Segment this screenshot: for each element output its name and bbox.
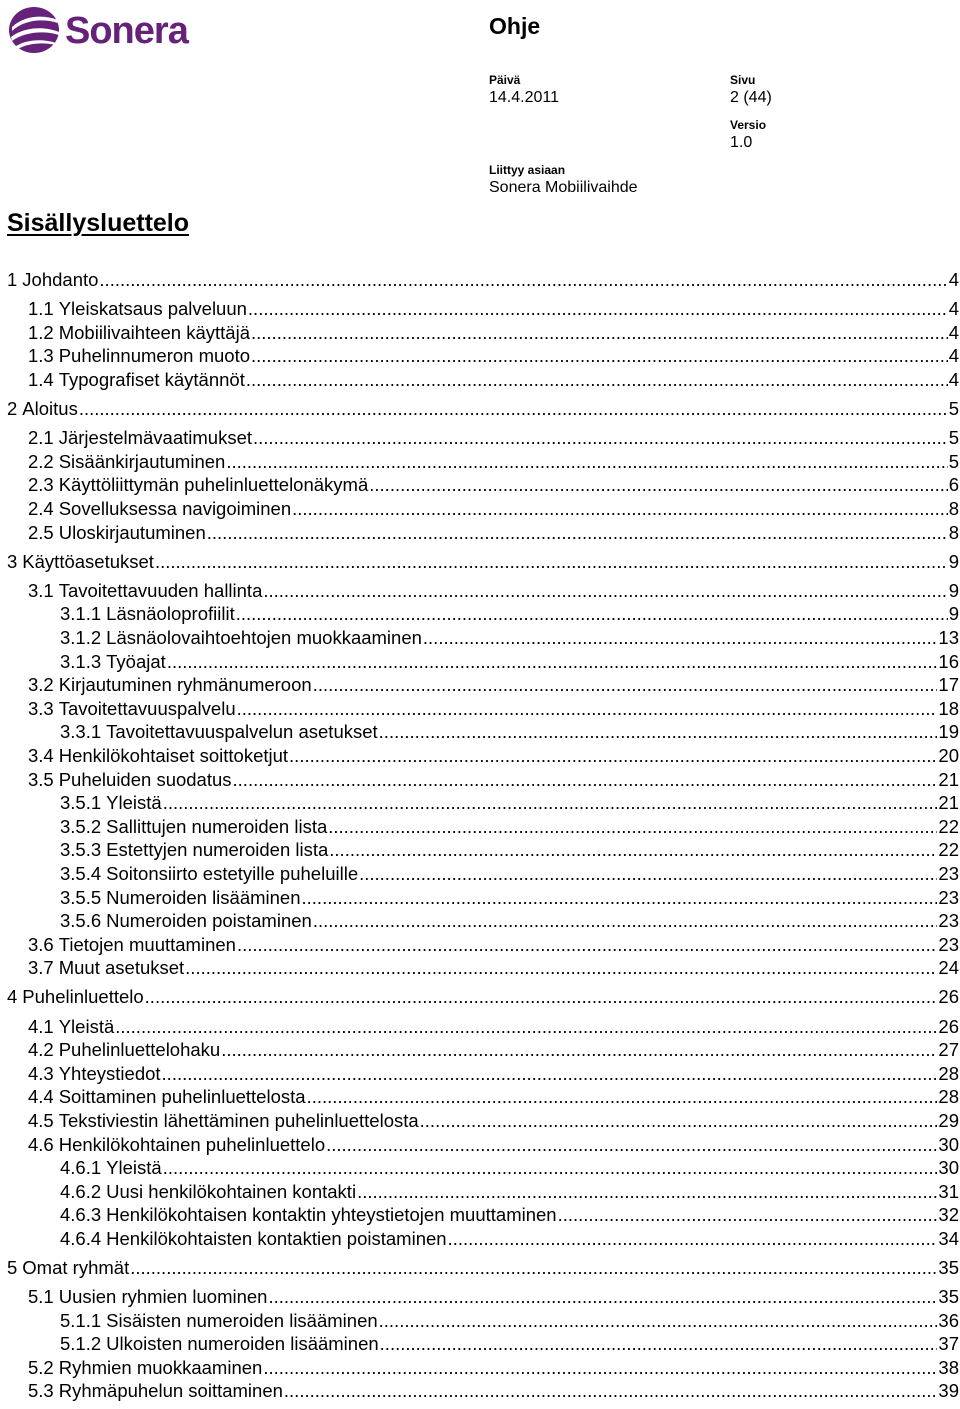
- toc-entry-title: Sallittujen numeroiden lista: [106, 816, 328, 837]
- toc-entry[interactable]: [60, 1181, 959, 1203]
- toc-entry-page: 23: [938, 934, 959, 955]
- toc-leader-dots: [263, 1357, 937, 1379]
- toc-entry-number: 5.1.1: [60, 1310, 102, 1331]
- toc-leader-dots: [329, 839, 937, 861]
- subject-value: Sonera Mobiilivaihde: [489, 179, 638, 196]
- toc-entry[interactable]: [7, 269, 959, 291]
- toc-entry-page: 9: [948, 580, 959, 601]
- toc-entry[interactable]: [60, 887, 959, 909]
- toc-entry-number: 1.1: [28, 298, 54, 319]
- toc-entry-number: 3.1.2: [60, 627, 102, 648]
- toc-entry[interactable]: [28, 298, 959, 320]
- toc-leader-dots: [268, 1286, 937, 1308]
- toc-entry-title: Typografiset käytännöt: [58, 369, 245, 390]
- toc-entry-title: Yleiskatsaus palveluun: [58, 298, 247, 319]
- toc-entry-title: Yhteystiedot: [58, 1063, 161, 1084]
- toc-entry-page: 36: [938, 1310, 959, 1331]
- brand-wordmark: Sonera: [65, 10, 188, 52]
- toc-leader-dots: [115, 1016, 937, 1038]
- toc-leader-dots: [226, 451, 947, 473]
- toc-entry-title: Soitonsiirto estetyille puheluille: [106, 863, 359, 884]
- toc-entry-number: 3.1.1: [60, 603, 102, 624]
- page-label: Sivu: [730, 73, 756, 87]
- toc-entry-title: Työajat: [106, 651, 166, 672]
- toc-entry-title: Puhelinluettelohaku: [58, 1039, 221, 1060]
- toc-entry-number: 3.5.3: [60, 839, 102, 860]
- toc-entry-number: 3.7: [28, 957, 54, 978]
- toc-entry[interactable]: [28, 1357, 959, 1379]
- toc-leader-dots: [233, 769, 938, 791]
- toc-entry-title: Sisäänkirjautuminen: [58, 451, 226, 472]
- toc-entry-number: 2.2: [28, 451, 54, 472]
- toc-entry[interactable]: [28, 345, 959, 367]
- toc-entry-page: 26: [938, 1016, 959, 1037]
- toc-entry-number: 4.6: [28, 1134, 54, 1155]
- toc-entry-title: Käyttöliittymän puhelinluettelonäkymä: [58, 474, 369, 495]
- toc-entry[interactable]: [60, 863, 959, 885]
- toc-entry-page: 23: [938, 910, 959, 931]
- toc-entry-page: 8: [948, 498, 959, 519]
- toc-entry-title: Uusi henkilökohtainen kontakti: [106, 1181, 357, 1202]
- toc-leader-dots: [185, 957, 937, 979]
- toc-entry-number: 4.3: [28, 1063, 54, 1084]
- toc-entry-title: Puhelinnumeron muoto: [58, 345, 251, 366]
- toc-entry-number: 5.3: [28, 1380, 54, 1401]
- toc-entry-title: Henkilökohtainen puhelinluettelo: [58, 1134, 326, 1155]
- toc-entry-title: Sisäisten numeroiden lisääminen: [106, 1310, 378, 1331]
- toc-entry[interactable]: [28, 769, 959, 791]
- toc-entry-page: 9: [948, 551, 959, 572]
- toc-entry-page: 5: [948, 427, 959, 448]
- toc-entry[interactable]: [60, 910, 959, 932]
- toc-leader-dots: [328, 816, 937, 838]
- toc-leader-dots: [289, 745, 937, 767]
- toc-entry-number: 2.5: [28, 522, 54, 543]
- toc-entry-number: 3.1.3: [60, 651, 102, 672]
- toc-entry[interactable]: [60, 792, 959, 814]
- toc-leader-dots: [155, 551, 948, 573]
- toc-entry-number: 5: [7, 1257, 18, 1278]
- toc-entry-page: 30: [938, 1157, 959, 1178]
- toc-entry-title: Mobiilivaihteen käyttäjä: [58, 322, 250, 343]
- toc-entry-title: Omat ryhmät: [22, 1257, 130, 1278]
- toc-entry[interactable]: [60, 1204, 959, 1226]
- toc-entry-page: 17: [938, 674, 959, 695]
- toc-leader-dots: [292, 498, 948, 520]
- toc-entry-title: Henkilökohtaiset soittoketjut: [58, 745, 289, 766]
- toc-leader-dots: [236, 603, 948, 625]
- toc-entry-title: Läsnäoloprofiilit: [106, 603, 235, 624]
- toc-entry[interactable]: [28, 427, 959, 449]
- toc-entry-title: Ryhmäpuhelun soittaminen: [58, 1380, 283, 1401]
- toc-entry-title: Tavoitettavuuspalvelu: [58, 698, 236, 719]
- toc-entry-number: 4.6.2: [60, 1181, 102, 1202]
- toc-entry-title: Estettyjen numeroiden lista: [106, 839, 329, 860]
- toc-leader-dots: [423, 627, 938, 649]
- version-value: 1.0: [730, 134, 753, 151]
- toc-entry-title: Puhelinluettelo: [22, 986, 144, 1007]
- toc-entry-page: 22: [938, 839, 959, 860]
- toc-entry-number: 2.4: [28, 498, 54, 519]
- toc-leader-dots: [237, 698, 938, 720]
- toc-leader-dots: [379, 721, 938, 743]
- toc-entry-page: 18: [938, 698, 959, 719]
- toc-leader-dots: [313, 910, 938, 932]
- toc-entry-page: 30: [938, 1134, 959, 1155]
- toc-entry-page: 38: [938, 1357, 959, 1378]
- toc-leader-dots: [302, 887, 938, 909]
- toc-leader-dots: [359, 863, 937, 885]
- toc-leader-dots: [163, 792, 938, 814]
- toc-entry-title: Henkilökohtaisen kontaktin yhteystietojen muuttaminen: [106, 1204, 557, 1225]
- toc-entry-title: Yleistä: [58, 1016, 115, 1037]
- toc-entry[interactable]: [28, 1134, 959, 1156]
- toc-entry-page: 21: [938, 792, 959, 813]
- toc-entry[interactable]: [7, 398, 959, 420]
- toc-entry-title: Muut asetukset: [58, 957, 185, 978]
- toc-entry-title: Numeroiden lisääminen: [106, 887, 301, 908]
- toc-leader-dots: [251, 322, 948, 344]
- document-title: Ohje: [489, 13, 541, 39]
- toc-entry[interactable]: [28, 934, 959, 956]
- toc-entry-title: Tavoitettavuuden hallinta: [58, 580, 263, 601]
- toc-entry-number: 3.5.4: [60, 863, 102, 884]
- toc-entry-title: Aloitus: [22, 398, 78, 419]
- toc-entry-number: 3.6: [28, 934, 54, 955]
- toc-entry-page: 5: [948, 398, 959, 419]
- toc-entry[interactable]: [60, 627, 959, 649]
- toc-entry-page: 13: [938, 627, 959, 648]
- toc-leader-dots: [326, 1134, 937, 1156]
- toc-entry-title: Yleistä: [106, 1157, 162, 1178]
- toc-entry[interactable]: [60, 651, 959, 673]
- toc-leader-dots: [246, 369, 948, 391]
- toc-leader-dots: [448, 1228, 938, 1250]
- toc-entry-title: Sovelluksessa navigoiminen: [58, 498, 292, 519]
- toc-leader-dots: [253, 427, 948, 449]
- toc-entry-number: 4.6.3: [60, 1204, 102, 1225]
- toc-entry[interactable]: [28, 1380, 959, 1402]
- toc-entry-page: 28: [938, 1063, 959, 1084]
- toc-leader-dots: [313, 674, 938, 696]
- toc-entry-page: 4: [948, 345, 959, 366]
- toc-entry-page: 26: [938, 986, 959, 1007]
- toc-entry[interactable]: [28, 451, 959, 473]
- toc-leader-dots: [357, 1181, 937, 1203]
- toc-entry[interactable]: [28, 1086, 959, 1108]
- toc-entry[interactable]: [28, 1016, 959, 1038]
- toc-entry-page: 24: [938, 957, 959, 978]
- toc-entry[interactable]: [60, 1157, 959, 1179]
- toc-leader-dots: [248, 298, 948, 320]
- toc-heading: Sisällysluettelo: [7, 209, 190, 237]
- toc-entry-page: 34: [938, 1228, 959, 1249]
- toc-entry-page: 35: [938, 1257, 959, 1278]
- toc-entry-number: 4.6.4: [60, 1228, 102, 1249]
- toc-entry[interactable]: [28, 474, 959, 496]
- toc-entry[interactable]: [28, 522, 959, 544]
- toc-entry[interactable]: [28, 1039, 959, 1061]
- toc-entry-title: Tavoitettavuuspalvelun asetukset: [106, 721, 378, 742]
- toc-entry[interactable]: [60, 1333, 959, 1355]
- toc-entry-number: 4.2: [28, 1039, 54, 1060]
- toc-entry[interactable]: [60, 603, 959, 625]
- toc-entry[interactable]: [28, 1063, 959, 1085]
- sonera-logo-mark-icon: [6, 2, 62, 58]
- toc-leader-dots: [221, 1039, 937, 1061]
- toc-entry-page: 28: [938, 1086, 959, 1107]
- toc-entry-number: 4.5: [28, 1110, 54, 1131]
- toc-entry-number: 3.5: [28, 769, 54, 790]
- toc-entry-page: 32: [938, 1204, 959, 1225]
- toc-leader-dots: [167, 651, 938, 673]
- toc-entry-page: 35: [938, 1286, 959, 1307]
- toc-entry-page: 4: [948, 298, 959, 319]
- toc-entry-title: Soittaminen puhelinluettelosta: [58, 1086, 306, 1107]
- toc-entry-number: 2.3: [28, 474, 54, 495]
- toc-entry-title: Uusien ryhmien luominen: [58, 1286, 268, 1307]
- toc-entry-page: 22: [938, 816, 959, 837]
- toc-leader-dots: [237, 934, 937, 956]
- subject-label: Liittyy asiaan: [489, 163, 566, 177]
- date-value: 14.4.2011: [489, 89, 559, 106]
- toc-entry[interactable]: [28, 369, 959, 391]
- toc-leader-dots: [263, 580, 947, 602]
- toc-entry-number: 3.5.6: [60, 910, 102, 931]
- toc-entry-page: 6: [948, 474, 959, 495]
- toc-entry-title: Puheluiden suodatus: [58, 769, 232, 790]
- sonera-logo: [6, 2, 196, 60]
- toc-entry-number: 5.1: [28, 1286, 54, 1307]
- toc-entry-number: 3.3.1: [60, 721, 102, 742]
- toc-entry-page: 8: [948, 522, 959, 543]
- toc-entry[interactable]: [28, 322, 959, 344]
- toc-leader-dots: [251, 345, 948, 367]
- toc-entry-title: Uloskirjautuminen: [58, 522, 206, 543]
- toc-leader-dots: [207, 522, 948, 544]
- toc-entry-page: 39: [938, 1380, 959, 1401]
- toc-entry[interactable]: [28, 498, 959, 520]
- toc-entry-title: Läsnäolovaihtoehtojen muokkaaminen: [106, 627, 422, 648]
- toc-leader-dots: [379, 1310, 938, 1332]
- toc-leader-dots: [307, 1086, 938, 1108]
- toc-leader-dots: [558, 1204, 938, 1226]
- toc-entry-number: 3.5.1: [60, 792, 102, 813]
- toc-entry-page: 37: [938, 1333, 959, 1354]
- toc-entry-number: 5.2: [28, 1357, 54, 1378]
- toc-entry-title: Tietojen muuttaminen: [58, 934, 236, 955]
- toc-entry-page: 20: [938, 745, 959, 766]
- toc-entry-number: 3.1: [28, 580, 54, 601]
- toc-entry[interactable]: [28, 957, 959, 979]
- toc-entry[interactable]: [7, 986, 959, 1008]
- toc-entry[interactable]: [28, 698, 959, 720]
- toc-entry-title: Ryhmien muokkaaminen: [58, 1357, 263, 1378]
- toc-entry-page: 19: [938, 721, 959, 742]
- toc-entry-title: Johdanto: [22, 269, 99, 290]
- toc-entry[interactable]: [60, 839, 959, 861]
- toc-entry-number: 2.1: [28, 427, 54, 448]
- toc-leader-dots: [162, 1063, 938, 1085]
- toc-entry[interactable]: [7, 551, 959, 573]
- toc-entry-page: 4: [948, 269, 959, 290]
- toc-entry[interactable]: [60, 721, 959, 743]
- page-value: 2 (44): [730, 89, 772, 106]
- toc-entry-number: 4.1: [28, 1016, 54, 1037]
- toc-entry-number: 4: [7, 986, 18, 1007]
- toc-leader-dots: [420, 1110, 938, 1132]
- toc-entry-number: 3.4: [28, 745, 54, 766]
- toc-leader-dots: [145, 986, 938, 1008]
- toc-entry-page: 31: [938, 1181, 959, 1202]
- toc-entry-page: 9: [948, 603, 959, 624]
- toc-entry-title: Numeroiden poistaminen: [106, 910, 312, 931]
- toc-entry-number: 1.4: [28, 369, 54, 390]
- toc-entry-number: 3.2: [28, 674, 54, 695]
- toc-entry-number: 1.3: [28, 345, 54, 366]
- toc-entry-page: 23: [938, 887, 959, 908]
- toc-entry-number: 4.6.1: [60, 1157, 102, 1178]
- toc-entry[interactable]: [28, 580, 959, 602]
- toc-entry-page: 4: [948, 369, 959, 390]
- toc-entry[interactable]: [60, 816, 959, 838]
- toc-entry-page: 29: [938, 1110, 959, 1131]
- toc-entry-page: 5: [948, 451, 959, 472]
- version-label: Versio: [730, 118, 767, 132]
- toc-entry[interactable]: [28, 674, 959, 696]
- toc-entry-title: Yleistä: [106, 792, 162, 813]
- toc-entry-number: 3.3: [28, 698, 54, 719]
- toc-entry-number: 3: [7, 551, 18, 572]
- toc-entry-number: 5.1.2: [60, 1333, 102, 1354]
- toc-entry-number: 3.5.2: [60, 816, 102, 837]
- toc-leader-dots: [99, 269, 947, 291]
- toc-entry[interactable]: [7, 1257, 959, 1279]
- toc-entry[interactable]: [60, 1310, 959, 1332]
- toc-leader-dots: [130, 1257, 937, 1279]
- toc-entry-number: 4.4: [28, 1086, 54, 1107]
- toc-entry[interactable]: [28, 745, 959, 767]
- toc-entry-title: Käyttöasetukset: [22, 551, 154, 572]
- toc-leader-dots: [284, 1380, 938, 1402]
- toc-entry[interactable]: [28, 1286, 959, 1308]
- toc-leader-dots: [380, 1333, 938, 1355]
- toc-entry-title: Järjestelmävaatimukset: [58, 427, 253, 448]
- toc-entry-number: 3.5.5: [60, 887, 102, 908]
- toc-entry[interactable]: [28, 1110, 959, 1132]
- toc-entry-page: 27: [938, 1039, 959, 1060]
- toc-entry-page: 4: [948, 322, 959, 343]
- date-label: Päivä: [489, 73, 521, 87]
- toc-leader-dots: [163, 1157, 938, 1179]
- toc-entry-page: 23: [938, 863, 959, 884]
- toc-entry-page: 16: [938, 651, 959, 672]
- toc-entry-number: 1.2: [28, 322, 54, 343]
- toc-entry-page: 21: [938, 769, 959, 790]
- toc-entry-title: Kirjautuminen ryhmänumeroon: [58, 674, 312, 695]
- toc-entry[interactable]: [60, 1228, 959, 1250]
- toc-entry-number: 1: [7, 269, 18, 290]
- toc-leader-dots: [369, 474, 947, 496]
- toc-leader-dots: [79, 398, 948, 420]
- toc-entry-title: Henkilökohtaisten kontaktien poistaminen: [106, 1228, 447, 1249]
- toc-entry-title: Tekstiviestin lähettäminen puhelinluettelosta: [58, 1110, 419, 1131]
- toc-entry-number: 2: [7, 398, 18, 419]
- toc-entry-title: Ulkoisten numeroiden lisääminen: [106, 1333, 379, 1354]
